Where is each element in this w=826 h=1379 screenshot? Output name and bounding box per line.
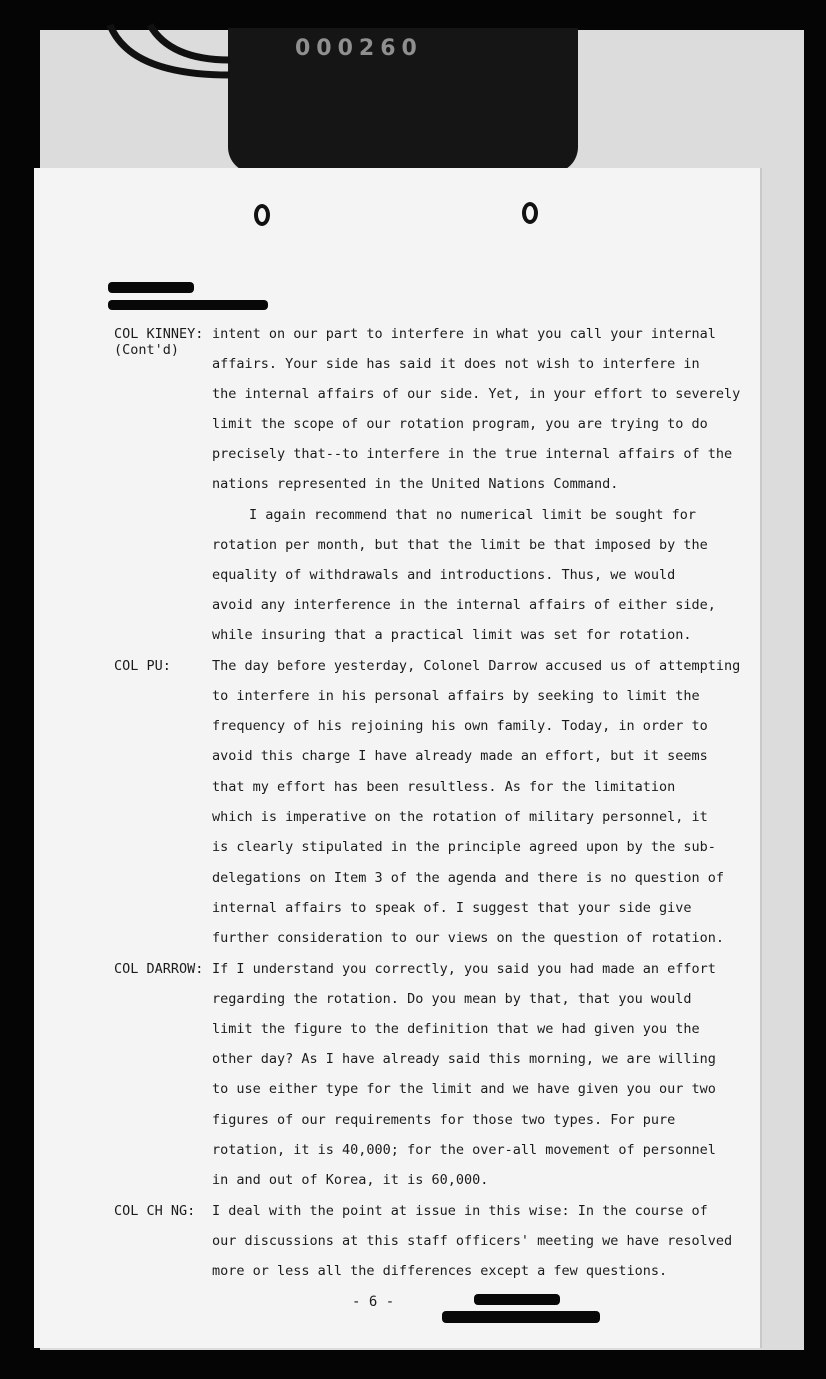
transcript-line: equality of withdrawals and introductions. Thus, we would <box>212 567 676 583</box>
transcript-line: that my effort has been resultless. As for the limitation <box>212 779 676 795</box>
transcript-line: nations represented in the United Nations Command. <box>212 476 619 492</box>
transcript-line: further consideration to our views on the question of rotation. <box>212 930 725 946</box>
clip-wire <box>100 20 240 90</box>
punch-hole-left <box>254 204 270 226</box>
speaker-label-chang: COL CH NG: <box>114 1203 196 1219</box>
transcript-line: other day? As I have already said this morning, we are willing <box>212 1051 716 1067</box>
transcript-line: The day before yesterday, Colonel Darrow accused us of attempting <box>212 658 741 674</box>
transcript-line: affairs. Your side has said it does not wish to interfere in <box>212 356 700 372</box>
transcript-line: to use either type for the limit and we have given you our two <box>212 1081 716 1097</box>
redaction-bar <box>108 282 194 293</box>
transcript-line: while insuring that a practical limit was set for rotation. <box>212 627 692 643</box>
transcript-line: If I understand you correctly, you said you had made an effort <box>212 961 716 977</box>
transcript-line: more or less all the differences except a few questions. <box>212 1263 668 1279</box>
transcript-line: figures of our requirements for those two types. For pure <box>212 1112 676 1128</box>
document-stamp-number: 000260 <box>295 36 423 61</box>
transcript-line: limit the figure to the definition that we had given you the <box>212 1021 700 1037</box>
transcript-line: precisely that--to interfere in the true internal affairs of the <box>212 446 733 462</box>
page-number: - 6 - <box>352 1294 395 1310</box>
transcript-line: is clearly stipulated in the principle agreed upon by the sub- <box>212 839 716 855</box>
transcript-line: I again recommend that no numerical limit be sought for <box>249 507 697 523</box>
transcript-line: intent on our part to interfere in what you call your internal <box>212 326 716 342</box>
redaction-bar <box>442 1311 600 1323</box>
transcript-line: rotation, it is 40,000; for the over-all movement of personnel <box>212 1142 716 1158</box>
transcript-line: in and out of Korea, it is 60,000. <box>212 1172 489 1188</box>
transcript-line: which is imperative on the rotation of military personnel, it <box>212 809 708 825</box>
transcript-line: avoid any interference in the internal affairs of either side, <box>212 597 716 613</box>
transcript-line: limit the scope of our rotation program, you are trying to do <box>212 416 708 432</box>
transcript-line: regarding the rotation. Do you mean by that, that you would <box>212 991 692 1007</box>
transcript-line: internal affairs to speak of. I suggest that your side give <box>212 900 692 916</box>
transcript-line: delegations on Item 3 of the agenda and there is no question of <box>212 870 725 886</box>
speaker-label-kinney: COL KINNEY: <box>114 326 204 342</box>
transcript-line: the internal affairs of our side. Yet, in your effort to severely <box>212 386 741 402</box>
speaker-label-darrow: COL DARROW: <box>114 961 204 977</box>
speaker-label-pu: COL PU: <box>114 658 171 674</box>
transcript-line: our discussions at this staff officers' meeting we have resolved <box>212 1233 733 1249</box>
speaker-continued-label: (Cont'd) <box>114 342 180 358</box>
redaction-bar <box>108 300 268 310</box>
punch-hole-right <box>522 202 538 224</box>
transcript-line: avoid this charge I have already made an effort, but it seems <box>212 748 708 764</box>
transcript-line: to interfere in his personal affairs by seeking to limit the <box>212 688 700 704</box>
document-page <box>34 168 762 1348</box>
transcript-line: frequency of his rejoining his own family. Today, in order to <box>212 718 708 734</box>
transcript-line: I deal with the point at issue in this wise: In the course of <box>212 1203 708 1219</box>
transcript-line: rotation per month, but that the limit be that imposed by the <box>212 537 708 553</box>
redaction-bar <box>474 1294 560 1305</box>
